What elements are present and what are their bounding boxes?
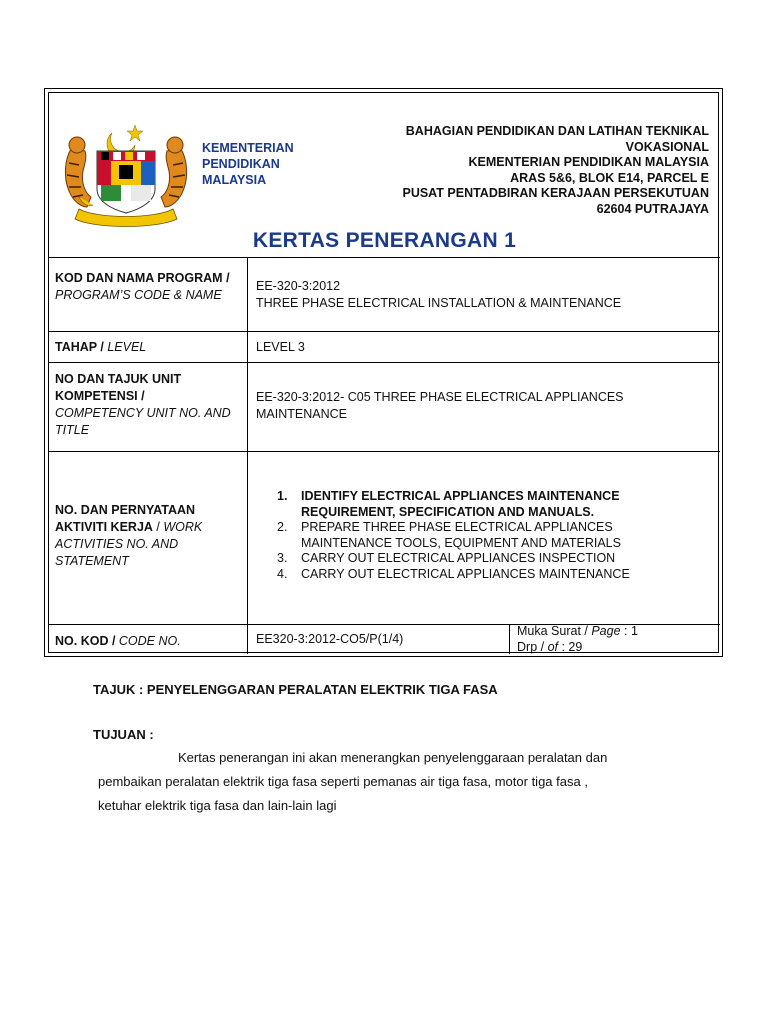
competency-label-italic: COMPETENCY UNIT NO. AND TITLE	[55, 406, 231, 437]
address-line: ARAS 5&6, BLOK E14, PARCEL E	[510, 170, 709, 185]
address-line: PUSAT PENTADBIRAN KERAJAAN PERSEKUTUAN	[402, 186, 709, 200]
level-label-bold: TAHAP	[55, 340, 97, 354]
activity-text: PREPARE THREE PHASE ELECTRICAL APPLIANCES MAINTENANCE TOOLS, EQUIPMENT AND MATERIALS	[301, 520, 621, 550]
activities-label-italic: WORK ACTIVITIES NO. AND STATEMENT	[55, 520, 203, 568]
row-divider	[49, 451, 720, 452]
purpose-line: Kertas penerangan ini akan menerangkan penyelenggaraan peralatan dan	[178, 750, 608, 765]
code-label-italic: CODE NO.	[118, 634, 181, 648]
purpose-heading: TUJUAN :	[93, 727, 154, 742]
of-label-italic: of	[547, 640, 558, 654]
level-label-italic: LEVEL	[107, 340, 147, 354]
code-label	[55, 633, 245, 650]
level-value: LEVEL 3	[256, 340, 305, 354]
activity-text: CARRY OUT ELECTRICAL APPLIANCES MAINTENANCE	[301, 566, 630, 581]
level-label	[55, 339, 245, 356]
activity-item	[277, 551, 707, 567]
activity-number: 2.	[277, 520, 288, 534]
level-label-sep: /	[96, 340, 108, 354]
code-label-sep: /	[108, 634, 119, 648]
column-divider	[247, 257, 248, 654]
activities-list	[277, 489, 707, 582]
ministry-name-line: MALAYSIA	[202, 173, 267, 187]
address-line: VOKASIONAL	[625, 139, 709, 154]
competency-label	[55, 371, 245, 439]
document-table	[48, 92, 719, 653]
activity-text: IDENTIFY ELECTRICAL APPLIANCES MAINTENANCE REQUIREMENT, SPECIFICATION AND MANUALS.	[301, 489, 620, 519]
ministry-name-line: PENDIDIKAN	[202, 157, 280, 171]
document-header	[49, 93, 720, 257]
program-code: EE-320-3:2012	[256, 279, 341, 293]
activities-label	[55, 502, 245, 570]
activity-item	[277, 489, 707, 520]
of-value: : 29	[558, 640, 583, 654]
competency-value: EE-320-3:2012- C05 THREE PHASE ELECTRICAL APPLIANCES MAINTENANCE	[256, 390, 624, 421]
page-info	[517, 623, 638, 655]
page-value: : 1	[620, 624, 638, 638]
activity-number: 1.	[277, 489, 288, 503]
address-line: KEMENTERIAN PENDIDIKAN MALAYSIA	[468, 155, 709, 169]
page-number	[517, 623, 638, 639]
page-label-italic: Page	[591, 624, 621, 638]
activity-item	[277, 567, 707, 583]
program-label-bold: KOD DAN NAMA PROGRAM	[55, 271, 223, 285]
program-value	[256, 278, 711, 312]
division-address	[402, 124, 709, 217]
coat-of-arms-logo	[57, 119, 195, 231]
activity-item	[277, 520, 707, 551]
program-label-italic: PROGRAM’S CODE & NAME	[55, 288, 222, 302]
competency-label-bold: NO DAN TAJUK UNIT KOMPETENSI	[55, 372, 182, 403]
competency-label-sep: /	[137, 389, 145, 403]
page-label: Muka Surat /	[517, 624, 592, 638]
address-line: 62604 PUTRAJAYA	[596, 201, 709, 216]
page-total	[517, 639, 638, 655]
ministry-name	[202, 140, 294, 188]
purpose-line: pembaikan peralatan elektrik tiga fasa seperti pemanas air tiga fasa, motor tiga fasa ,	[98, 774, 588, 789]
activity-number: 4.	[277, 566, 288, 581]
activities-label-bold: NO. DAN PERNYATAAN AKTIVITI KERJA	[55, 503, 196, 534]
code-value: EE320-3:2012-CO5/P(1/4)	[256, 632, 404, 646]
row-divider	[49, 331, 720, 332]
program-label-sep: /	[222, 271, 230, 285]
activities-label-sep: /	[152, 520, 164, 534]
address-line: BAHAGIAN PENDIDIKAN DAN LATIHAN TEKNIKAL	[405, 124, 709, 138]
document-frame	[44, 88, 723, 657]
purpose-line: ketuhar elektrik tiga fasa dan lain-lain lagi	[98, 798, 337, 813]
column-divider	[509, 624, 510, 654]
row-divider	[49, 257, 720, 258]
activity-number: 3.	[277, 551, 288, 565]
code-label-bold: NO. KOD	[55, 634, 109, 648]
of-label: Drp /	[517, 640, 548, 654]
document-title: KERTAS PENERANGAN 1	[252, 229, 517, 252]
topic-heading: TAJUK : PENYELENGGARAN PERALATAN ELEKTRIK TIGA FASA	[93, 682, 498, 697]
program-name: THREE PHASE ELECTRICAL INSTALLATION & MAINTENANCE	[256, 296, 622, 310]
ministry-name-line: KEMENTERIAN	[202, 141, 294, 155]
row-divider	[49, 362, 720, 363]
program-label	[55, 270, 245, 304]
activity-text: CARRY OUT ELECTRICAL APPLIANCES INSPECTION	[301, 551, 616, 565]
